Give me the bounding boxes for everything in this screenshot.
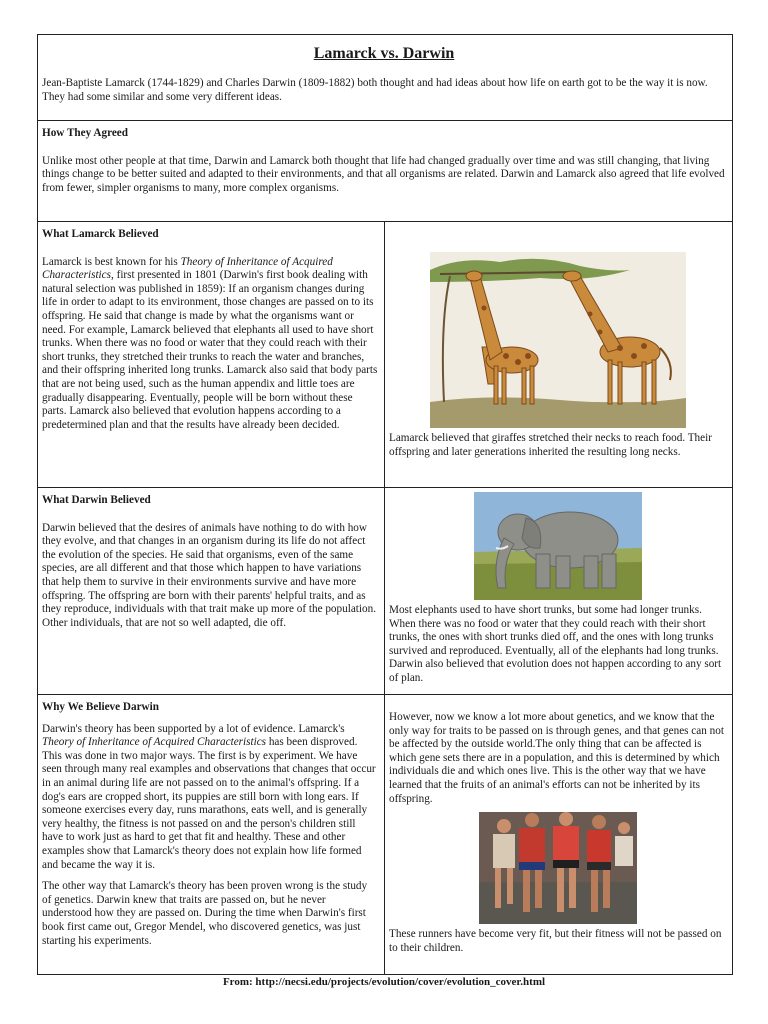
intro-text: Jean-Baptiste Lamarck (1744-1829) and Charles Darwin (1809-1882) both thought and had ideas about how life on earth got to be the way it is now. They had some similar and some very different ideas.: [42, 77, 708, 103]
source-footer: From: http://necsi.edu/projects/evolution/cover/evolution_cover.html: [222, 976, 546, 988]
page-title: Lamarck vs. Darwin: [313, 45, 455, 62]
darwin-image-cell: [385, 488, 733, 695]
why-cell: [38, 695, 385, 975]
why-text-2: The other way that Lamarck's theory has been proven wrong is the study of genetics. Darwin knew that traits are passed on, but he never understood how they are passed on. During the time when Darwin's first book first came out, Gregor Mendel, who discovered genetics, was just starting his experiments.: [42, 880, 368, 947]
giraffes-caption: Lamarck believed that giraffes stretched their necks to reach food. Their offspring and later generations inherited the resulting long necks.: [389, 432, 712, 458]
genetics-text: However, now we know a lot more about genetics, and we know that the only way for traits to be passed on is through genes, and that genes can not be affected by the outside world.The only thing that can be affected is which gene sets there are in a population, and this is determined by which individuals die and which ones live. This is the other way that we have learned that the fruits of an animal's efforts can not be inherited by its offspring.: [389, 711, 724, 805]
agreed-cell: [38, 121, 733, 222]
lamarck-text: Lamarck is best known for his Theory of Inheritance of Acquired Characteristics, first presented in 1801 (Darwin's first book dealing with natural selection was published in 1859): If an organism changes during life in order to adapt to its environment, those changes are passed on to its offspring. He said that change is made by what the organisms want or need. For example, Lamarck believed that elephants all used to have short trunks. When there was no food or water that they could reach with their short trunks, they stretched their trunks to reach the water and branches, and their offspring inherited long trunks. Lamarck also said that body parts that are not being used, such as the human appendix and little toes are gradually disappearing. Eventually, people will be born without these parts. Lamarck also believed that evolution happens according to a predetermined plan and that the results have already been decided.: [42, 255, 378, 431]
document-table: [37, 34, 733, 975]
lamarck-heading: What Lamarck Believed: [42, 228, 159, 240]
agreed-heading: How They Agreed: [42, 127, 128, 139]
why-right-cell: [385, 695, 733, 975]
runners-caption: These runners have become very fit, but their fitness will not be passed on to their children.: [389, 928, 722, 954]
agreed-text: Unlike most other people at that time, Darwin and Lamarck both thought that life had changed gradually over time and was still changing, that living things change to be better suited and adapted to their environments, and that all organisms are related. Darwin and Lamarck also agreed that life evolved from fewer, simpler organisms to many, more complex organisms.: [42, 154, 725, 194]
lamarck-image-cell: [385, 222, 733, 488]
darwin-cell: [38, 488, 385, 695]
elephant-caption: Most elephants used to have short trunks, but some had longer trunks. When there was no food or water that they could reach with their short trunks, the ones with short trunks died off, and the ones with long trunks survived and reproduced. Eventually, all of the elephants had long trunks. Darwin also believed that evolution does not happen according to any sort of plan.: [389, 604, 722, 684]
darwin-text: Darwin believed that the desires of animals have nothing to do with how they evolve, and that changes in an organism during its life do not affect the evolution of the species. He said that organisms, even of the same species, are all different and that those which happen to have variations that help them to survive in their environments survive and have more offspring. The offspring are born with their parents' helpful traits, and as they reproduce, individuals with that trait make up more of the population. Other individuals, that are not so well adapted, die off.: [42, 521, 376, 629]
giraffes-image: [430, 252, 686, 428]
why-heading: Why We Believe Darwin: [42, 701, 159, 713]
intro-cell: [38, 35, 733, 121]
darwin-heading: What Darwin Believed: [42, 494, 151, 506]
elephant-image: [474, 492, 642, 600]
why-text-1: Darwin's theory has been supported by a lot of evidence. Lamarck's Theory of Inheritance of Acquired Characteristics has been disproved. This was done in two major ways. The first is by experiment. We have seen through many real examples and observations that changes that occur in an animal during life are not passed on to the animal's offspring. If a dog's ears are cropped short, its puppies are still born with long ears. If someone exercises every day, runs marathons, eats well, and is generally very healthy, the fitness is not passed on and the person's children still have to work just as hard to get that fit and healthy. These and other examples show that Lamarck's theory does not explain how life formed and became the way it is.: [42, 722, 376, 871]
runners-image: [479, 812, 637, 924]
lamarck-cell: [38, 222, 385, 488]
